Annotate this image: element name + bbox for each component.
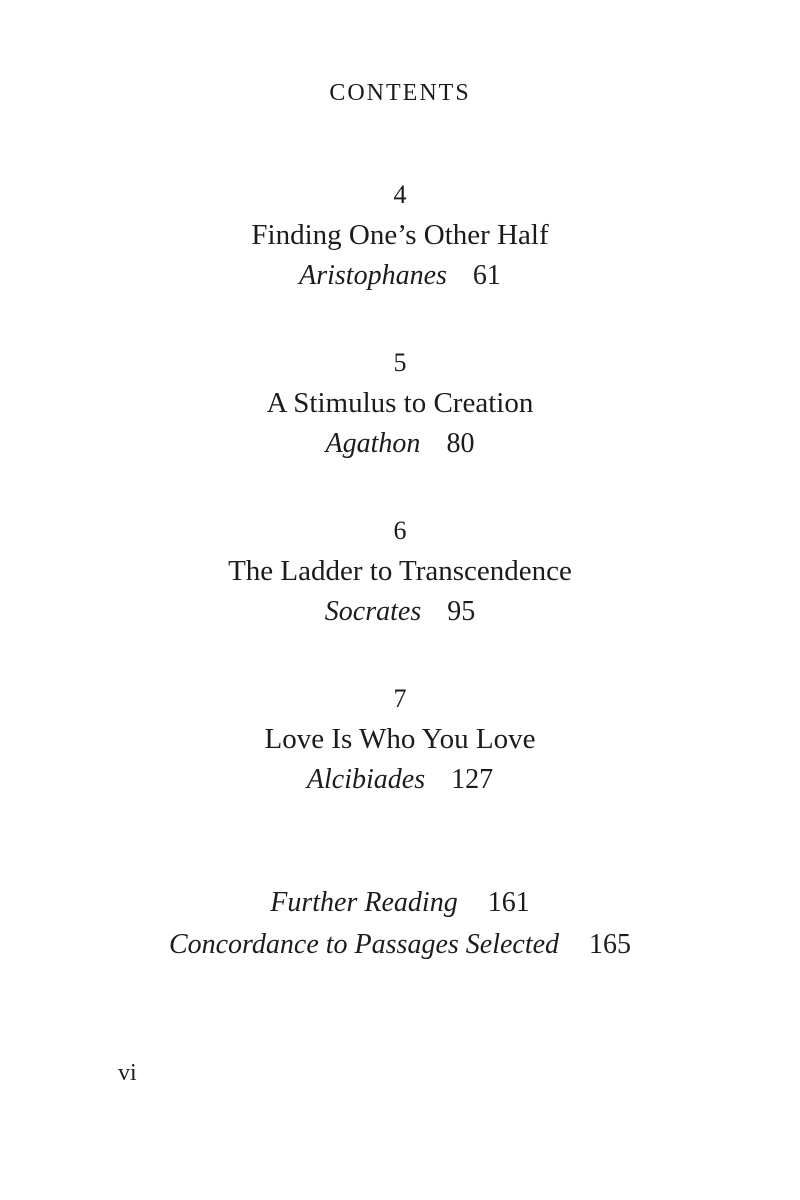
chapter-page-number: 95 — [447, 596, 476, 627]
chapter-title: A Stimulus to Creation — [266, 387, 534, 419]
chapter-author: Socrates — [324, 596, 422, 627]
chapter-author: Aristophanes — [299, 260, 447, 291]
chapter-page-number: 80 — [446, 428, 475, 459]
chapter-number: 6 — [393, 516, 407, 545]
chapter-number: 7 — [393, 684, 407, 713]
page-folio: vi — [118, 1060, 137, 1086]
toc-backmatter — [0, 882, 800, 966]
chapter-author-line — [0, 762, 800, 798]
chapter-number: 5 — [393, 348, 407, 377]
chapter-author: Alcibiades — [306, 764, 426, 795]
chapter-page-number: 61 — [472, 260, 501, 291]
chapter-author-line — [0, 258, 800, 294]
chapter-title: Love Is Who You Love — [264, 723, 536, 755]
backmatter-page-number: 165 — [589, 929, 632, 960]
chapter-title: The Ladder to Transcendence — [228, 555, 572, 587]
backmatter-page-number: 161 — [487, 887, 530, 918]
toc-entry-concordance[interactable] — [0, 924, 800, 966]
toc-entry-further-reading[interactable] — [0, 882, 800, 924]
backmatter-label: Concordance to Passages Selected — [168, 929, 560, 960]
chapter-author-line — [0, 426, 800, 462]
toc-entry-7[interactable] — [0, 684, 800, 798]
chapter-author: Agathon — [325, 428, 421, 459]
chapter-number: 4 — [393, 180, 407, 209]
page-title: CONTENTS — [329, 80, 471, 106]
chapter-title: Finding One’s Other Half — [251, 219, 549, 251]
toc-entry-6[interactable] — [0, 516, 800, 630]
chapter-author-line — [0, 594, 800, 630]
backmatter-label: Further Reading — [270, 887, 458, 918]
toc-entry-4[interactable] — [0, 180, 800, 294]
toc-entry-5[interactable] — [0, 348, 800, 462]
chapter-page-number: 127 — [451, 764, 494, 795]
